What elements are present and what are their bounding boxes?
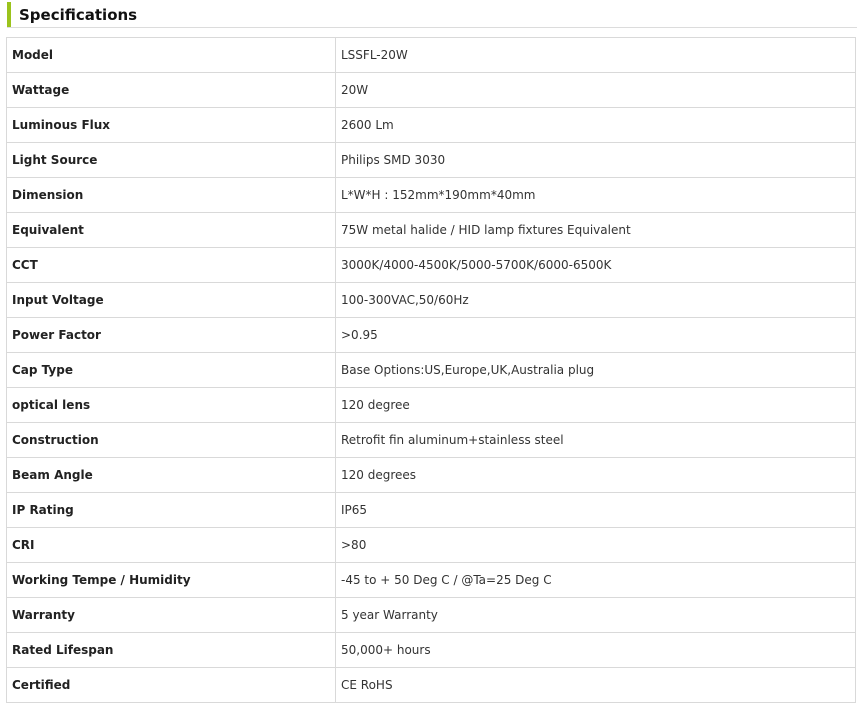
spec-value: Base Options:US,Europe,UK,Australia plug <box>336 353 856 388</box>
spec-label: Input Voltage <box>7 283 336 318</box>
spec-label: Luminous Flux <box>7 108 336 143</box>
spec-label: IP Rating <box>7 493 336 528</box>
spec-label: Working Tempe / Humidity <box>7 563 336 598</box>
spec-label: Certified <box>7 668 336 703</box>
spec-value: L*W*H : 152mm*190mm*40mm <box>336 178 856 213</box>
spec-value: IP65 <box>336 493 856 528</box>
spec-value: >0.95 <box>336 318 856 353</box>
table-row <box>7 178 856 213</box>
spec-label: CRI <box>7 528 336 563</box>
spec-label: CCT <box>7 248 336 283</box>
spec-label: Rated Lifespan <box>7 633 336 668</box>
table-row <box>7 73 856 108</box>
table-row <box>7 38 856 73</box>
table-row <box>7 248 856 283</box>
spec-value: 20W <box>336 73 856 108</box>
table-row <box>7 563 856 598</box>
spec-value: LSSFL-20W <box>336 38 856 73</box>
table-row <box>7 633 856 668</box>
table-row <box>7 458 856 493</box>
spec-value: 100-300VAC,50/60Hz <box>336 283 856 318</box>
spec-label: Cap Type <box>7 353 336 388</box>
table-row <box>7 143 856 178</box>
table-row <box>7 423 856 458</box>
spec-value: 2600 Lm <box>336 108 856 143</box>
spec-label: Wattage <box>7 73 336 108</box>
specifications-table <box>6 37 856 703</box>
table-row <box>7 668 856 703</box>
table-row <box>7 283 856 318</box>
spec-label: Beam Angle <box>7 458 336 493</box>
spec-label: Equivalent <box>7 213 336 248</box>
spec-value: 120 degrees <box>336 458 856 493</box>
spec-value: Philips SMD 3030 <box>336 143 856 178</box>
spec-label: Construction <box>7 423 336 458</box>
spec-value: -45 to + 50 Deg C / @Ta=25 Deg C <box>336 563 856 598</box>
spec-value: 75W metal halide / HID lamp fixtures Equivalent <box>336 213 856 248</box>
spec-label: optical lens <box>7 388 336 423</box>
spec-value: 50,000+ hours <box>336 633 856 668</box>
header-accent-bar <box>7 2 11 27</box>
spec-value: >80 <box>336 528 856 563</box>
spec-value: 120 degree <box>336 388 856 423</box>
table-row <box>7 528 856 563</box>
table-row <box>7 108 856 143</box>
specifications-header <box>7 2 857 28</box>
spec-label: Dimension <box>7 178 336 213</box>
table-row <box>7 598 856 633</box>
spec-value: Retrofit fin aluminum+stainless steel <box>336 423 856 458</box>
spec-value: CE RoHS <box>336 668 856 703</box>
spec-value: 3000K/4000-4500K/5000-5700K/6000-6500K <box>336 248 856 283</box>
section-title: Specifications <box>19 6 138 24</box>
table-row <box>7 213 856 248</box>
spec-label: Power Factor <box>7 318 336 353</box>
table-row <box>7 493 856 528</box>
spec-label: Light Source <box>7 143 336 178</box>
table-row <box>7 353 856 388</box>
spec-label: Warranty <box>7 598 336 633</box>
spec-value: 5 year Warranty <box>336 598 856 633</box>
spec-label: Model <box>7 38 336 73</box>
table-row <box>7 388 856 423</box>
specifications-table-body <box>7 38 856 703</box>
table-row <box>7 318 856 353</box>
